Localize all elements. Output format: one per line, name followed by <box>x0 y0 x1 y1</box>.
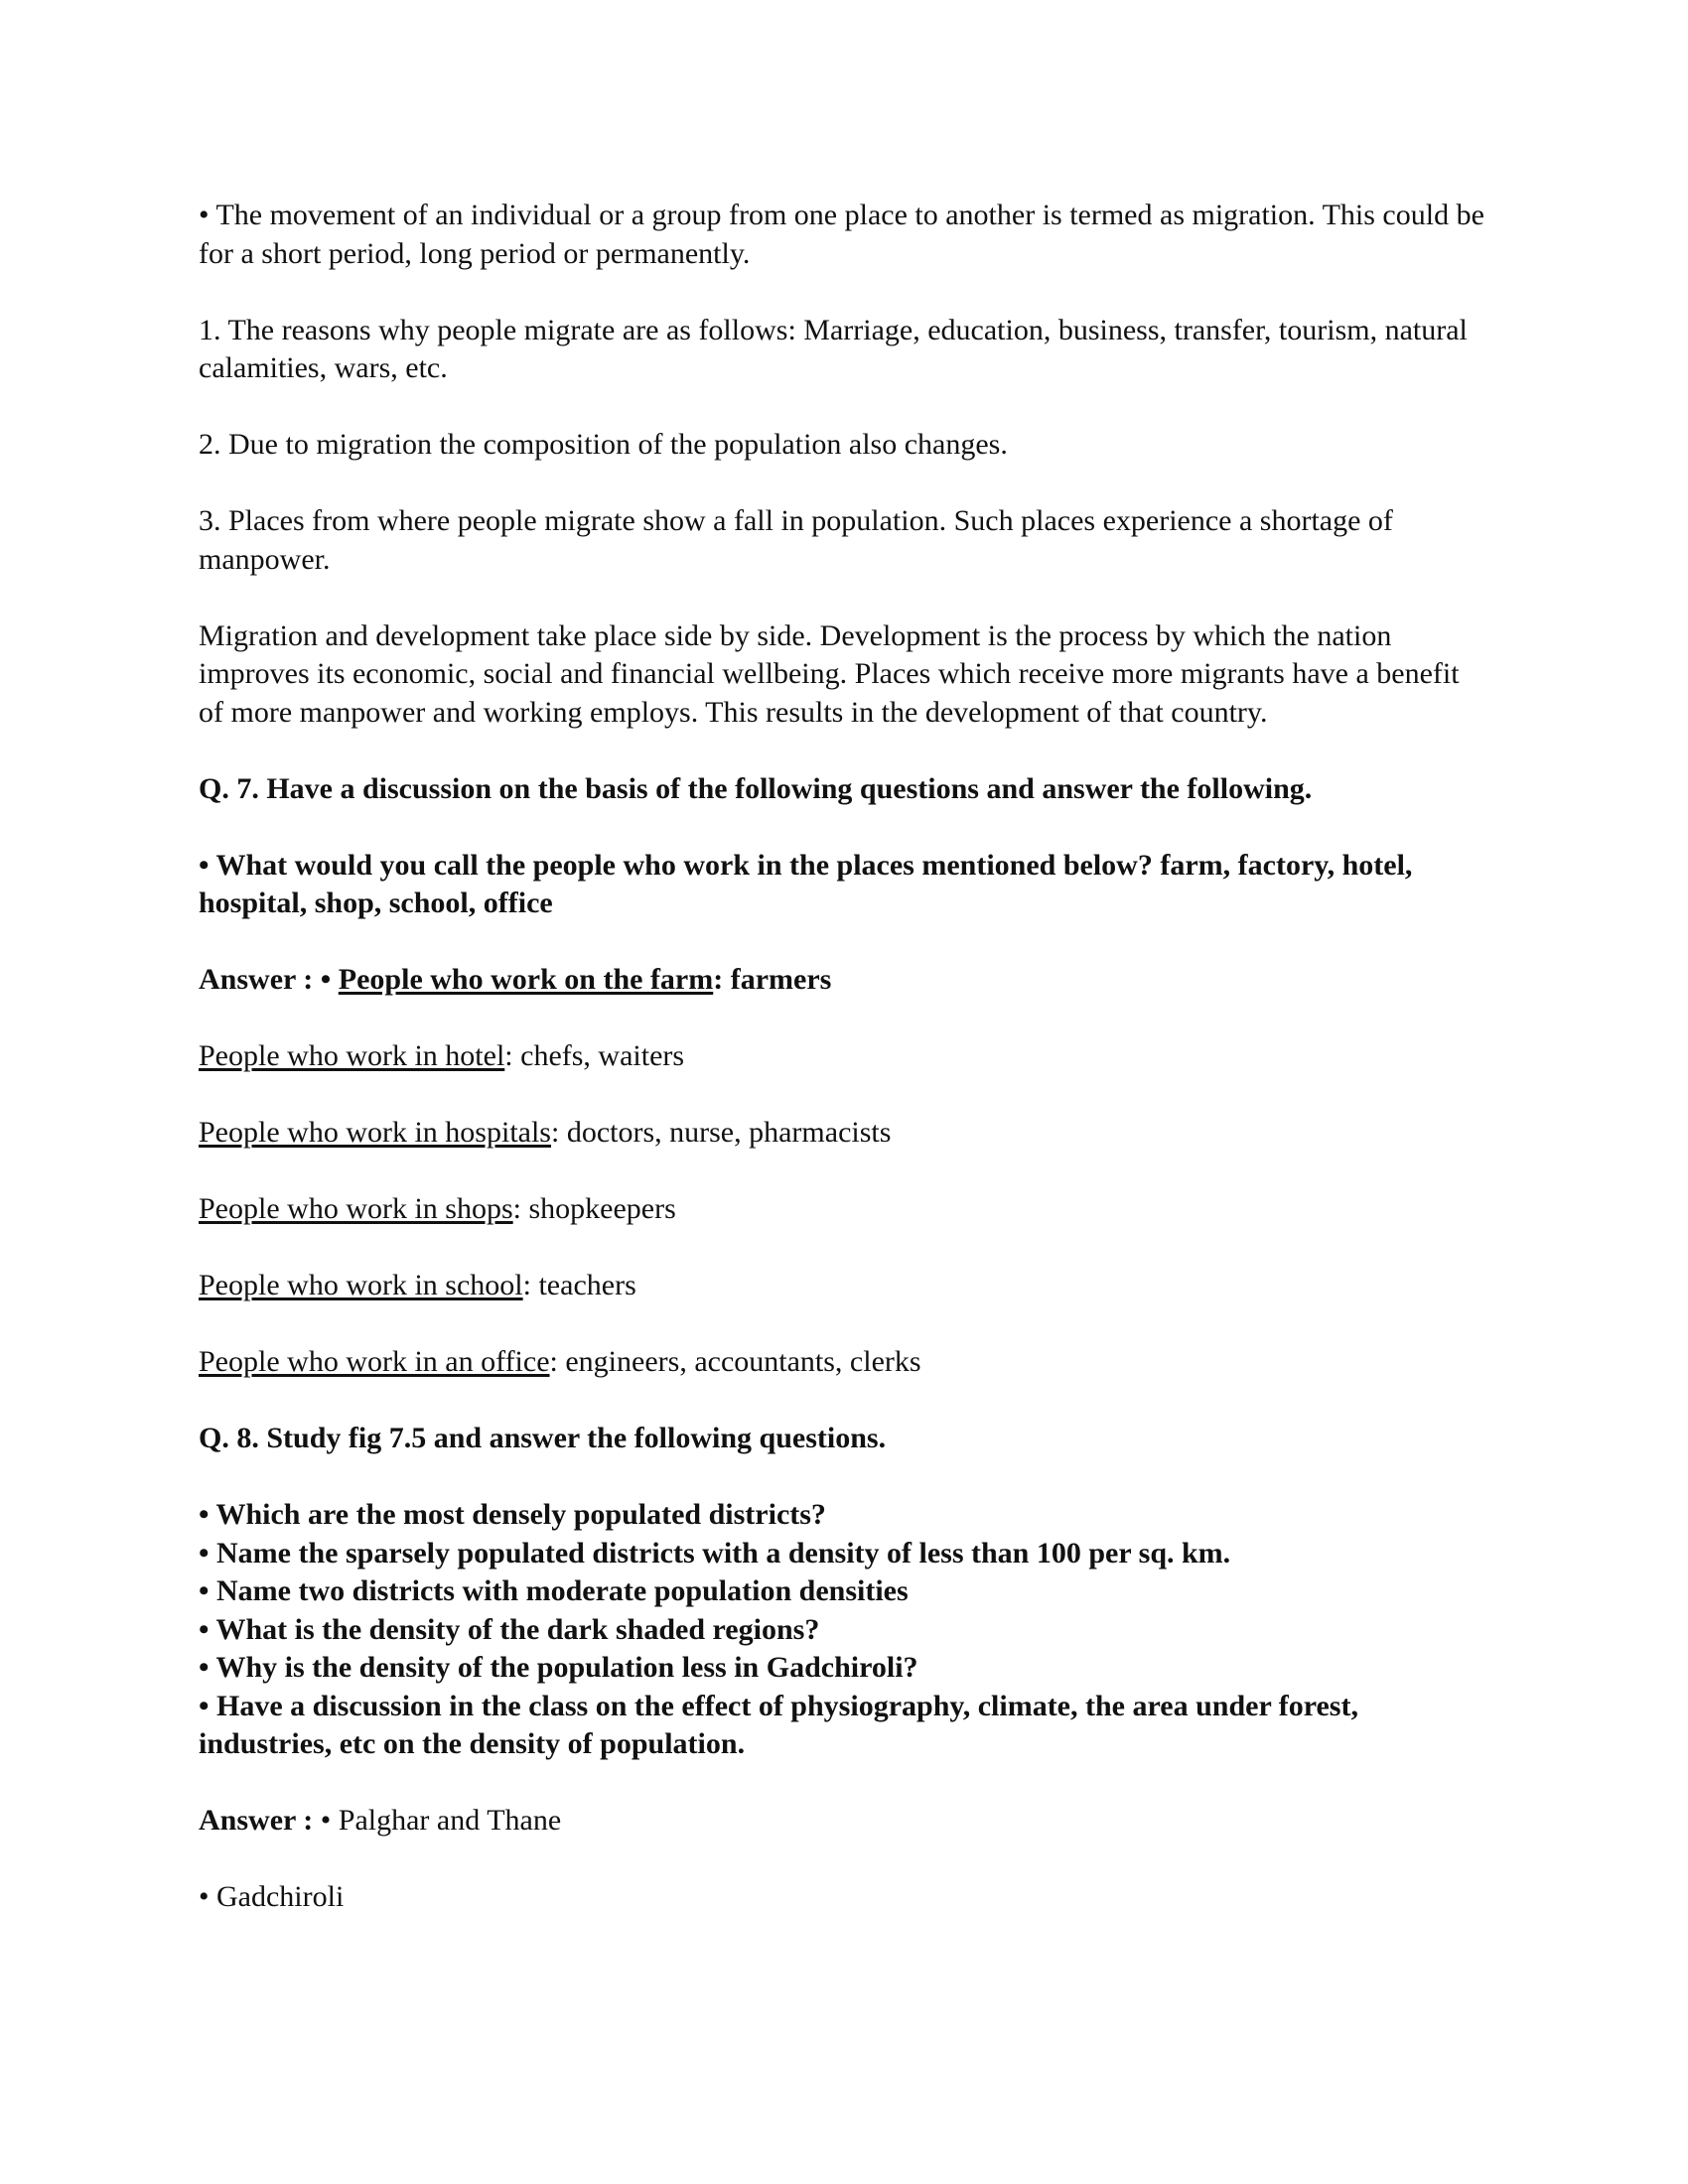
migration-development: Migration and development take place side by side. Development is the process by which the nation improves its economic, social and financial wellbeing. Places which receive more migrants have a benefit of more manpower and working employs. This results in the development of that country. <box>199 618 1460 729</box>
answer-label: People who work in school <box>199 1269 523 1301</box>
answer-value: • Palghar and Thane <box>320 1804 562 1837</box>
answer-prefix: Answer : <box>199 1804 321 1837</box>
answer-label: People who work in hotel <box>199 1039 505 1072</box>
answer-label: People who work in shops <box>199 1192 513 1225</box>
q7-question: • What would you call the people who work in the places mentioned below? farm, factory, hotel, hospital, shop, school, office <box>199 848 1413 919</box>
answer-prefix: Answer : • <box>199 963 339 996</box>
answer-value: : shopkeepers <box>512 1192 676 1225</box>
answer-value: : farmers <box>713 963 832 996</box>
migration-reasons: 1. The reasons why people migrate are as follows: Marriage, education, business, transfer, tourism, natural calamities, wars, etc. <box>199 313 1468 384</box>
answer-value: : engineers, accountants, clerks <box>549 1345 921 1378</box>
q8-answer-1 <box>199 1802 1489 1841</box>
q8-question: • Why is the density of the population less in Gadchiroli? <box>199 1651 918 1684</box>
migration-definition: • The movement of an individual or a group from one place to another is termed as migration. This could be for a short period, long period or permanently. <box>199 199 1484 270</box>
q7-answer-hospitals <box>199 1114 1489 1153</box>
q8-question: • What is the density of the dark shaded regions? <box>199 1612 820 1646</box>
q7-answer-office <box>199 1343 1489 1382</box>
q7-heading: Q. 7. Have a discussion on the basis of the following questions and answer the following. <box>199 771 1313 805</box>
q7-answer-shops <box>199 1190 1489 1229</box>
document-page <box>199 197 1489 1917</box>
answer-label: People who work in an office <box>199 1345 550 1378</box>
answer-value: : chefs, waiters <box>504 1039 685 1072</box>
q8-question: • Which are the most densely populated districts? <box>199 1498 826 1531</box>
q8-question: • Have a discussion in the class on the effect of physiography, climate, the area under forest, industries, etc on the density of population. <box>199 1689 1358 1760</box>
population-composition: 2. Due to migration the composition of the population also changes. <box>199 428 1008 461</box>
q8-answer-2: • Gadchiroli <box>199 1880 345 1913</box>
q7-answer-hotel <box>199 1037 1489 1076</box>
q7-answer-school <box>199 1267 1489 1305</box>
q8-question-list <box>199 1496 1489 1764</box>
q8-question: • Name two districts with moderate population densities <box>199 1574 909 1607</box>
q8-question: • Name the sparsely populated districts with a density of less than 100 per sq. km. <box>199 1536 1231 1570</box>
answer-value: : doctors, nurse, pharmacists <box>550 1116 892 1149</box>
q7-answer-farm <box>199 961 1489 1000</box>
population-fall: 3. Places from where people migrate show a fall in population. Such places experience a shortage of manpower. <box>199 504 1393 576</box>
q8-heading: Q. 8. Study fig 7.5 and answer the following questions. <box>199 1422 887 1454</box>
answer-label: People who work in hospitals <box>199 1116 551 1149</box>
answer-value: : teachers <box>522 1269 636 1301</box>
answer-label: People who work on the farm <box>338 963 714 996</box>
